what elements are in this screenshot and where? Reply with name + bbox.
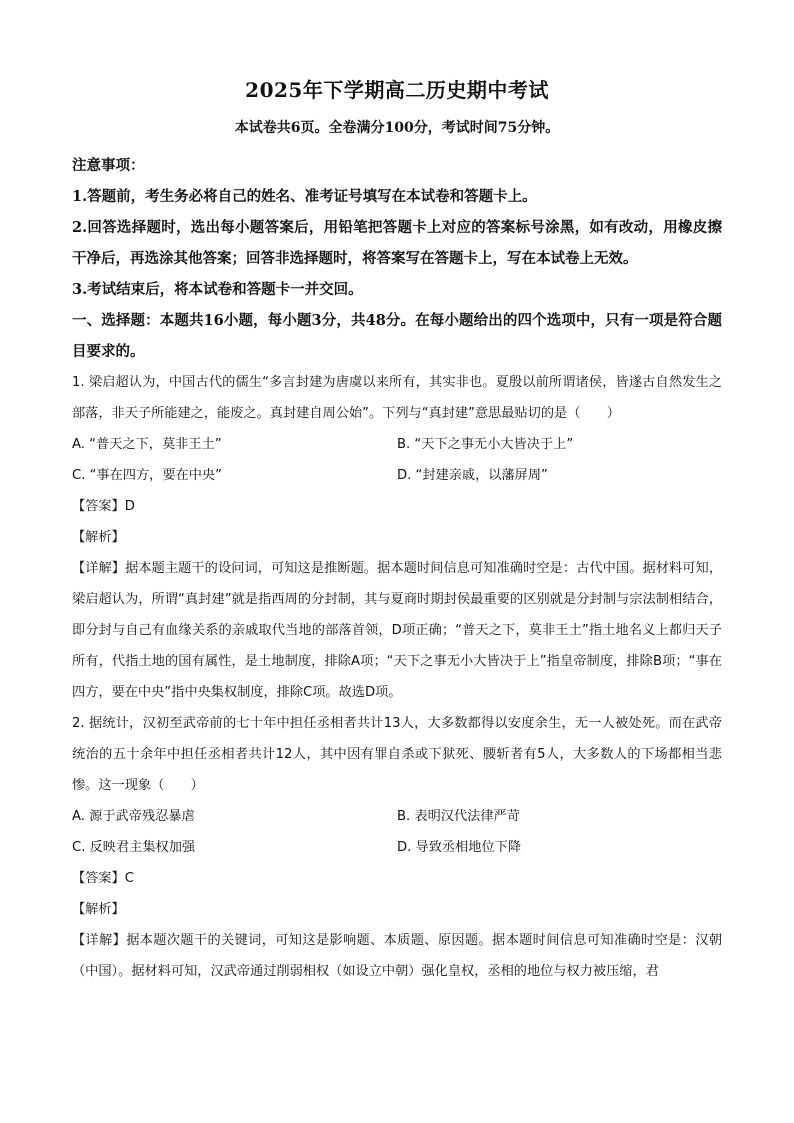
question-2-answer (72, 863, 722, 894)
note-item-1: 1.答题前，考生务必将自己的姓名、准考证号填写在本试卷和答题卡上。 (72, 188, 537, 205)
question-1-option-a: A. “普天之下，莫非王土” (72, 437, 222, 452)
exam-title: 2025年下学期高二历史期中考试 (245, 78, 549, 102)
detail-tag: 【详解】 (72, 933, 127, 948)
question-2-option-a: A. 源于武帝残忍暴虐 (72, 809, 195, 824)
question-1-options-row-2 (72, 460, 722, 491)
question-2-option-c: C. 反映君主集权加强 (72, 840, 196, 855)
question-2-options-row-2 (72, 832, 722, 863)
question-1-option-d: D. “封建亲戚，以藩屏周” (397, 468, 548, 483)
answer-value: C (124, 871, 134, 886)
question-2-option-b: B. 表明汉代法律严苛 (397, 809, 520, 824)
question-1-analysis-tag: 【解析】 (72, 530, 125, 545)
question-1-stem: 1. 梁启超认为，中国古代的儒生“多言封建为唐虞以来所有，其实非也。夏殷以前所谓诸侯，皆遂古自然发生之部落，非天子所能建之，能废之。真封建自周公始”。下列与“真封建”意思最贴切的是（ ） (72, 375, 722, 421)
question-1-options-row-1 (72, 429, 722, 460)
notes-heading: 注意事项： (72, 157, 145, 174)
exam-page (72, 64, 722, 987)
detail-text: 据本题主题干的设问词，可知这是推断题。据本题时间信息可知准确时空是：古代中国。据材料可知，梁启超认为，所谓“真封建”就是指西周的分封制，其与夏商时期封侯最重要的区别就是分封制与宗法制相结合，即分封与自己有血缘关系的亲戚取代当地的部落首领，D项正确；“普天之下，莫非王土”指土地名义上都归天子所有，代指土地的国有属性，是土地制度，排除A项；“天下之事无小大皆决于上”指皇帝制度，排除B项；“事在四方，要在中央”指中央集权制度，排除C项。故选D项。 (72, 561, 723, 700)
question-2-analysis-tag: 【解析】 (72, 902, 125, 917)
answer-tag: 【答案】 (72, 871, 125, 886)
question-1-option-b: B. “天下之事无小大皆决于上” (397, 437, 574, 452)
detail-tag: 【详解】 (72, 561, 126, 576)
question-1-answer (72, 491, 722, 522)
question-2-options-row-1 (72, 801, 722, 832)
question-1-detail (72, 553, 722, 708)
question-2-detail (72, 925, 722, 987)
answer-tag: 【答案】 (72, 499, 125, 514)
detail-text: 据本题次题干的关键词，可知这是影响题、本质题、原因题。据本题时间信息可知准确时空是：汉朝（中国）。据材料可知，汉武帝通过削弱相权（如设立中朝）强化皇权，丞相的地位与权力被压缩，君 (72, 933, 723, 979)
exam-subtitle: 本试卷共6页。全卷满分100分，考试时间75分钟。 (234, 120, 560, 136)
question-2-option-d: D. 导致丞相地位下降 (397, 840, 522, 855)
answer-value: D (124, 499, 135, 514)
question-2-stem: 2. 据统计，汉初至武帝前的七十年中担任丞相者共计13人，大多数都得以安度余生，无一人被处死。而在武帝统治的五十余年中担任丞相者共计12人，其中因有罪自杀或下狱死、腰斩者有5人，大多数人的下场都相当悲惨。这一现象（ ） (72, 716, 722, 793)
note-item-3: 3.考试结束后，将本试卷和答题卡一并交回。 (72, 281, 363, 298)
question-1-option-c: C. “事在四方，要在中央” (72, 468, 222, 483)
section-heading: 一、选择题：本题共16小题，每小题3分，共48分。在每小题给出的四个选项中，只有一项是符合题目要求的。 (72, 312, 722, 360)
note-item-2: 2.回答选择题时，选出每小题答案后，用铅笔把答题卡上对应的答案标号涂黑，如有改动，用橡皮擦干净后，再选涂其他答案；回答非选择题时，将答案写在答题卡上，写在本试卷上无效。 (72, 219, 722, 267)
